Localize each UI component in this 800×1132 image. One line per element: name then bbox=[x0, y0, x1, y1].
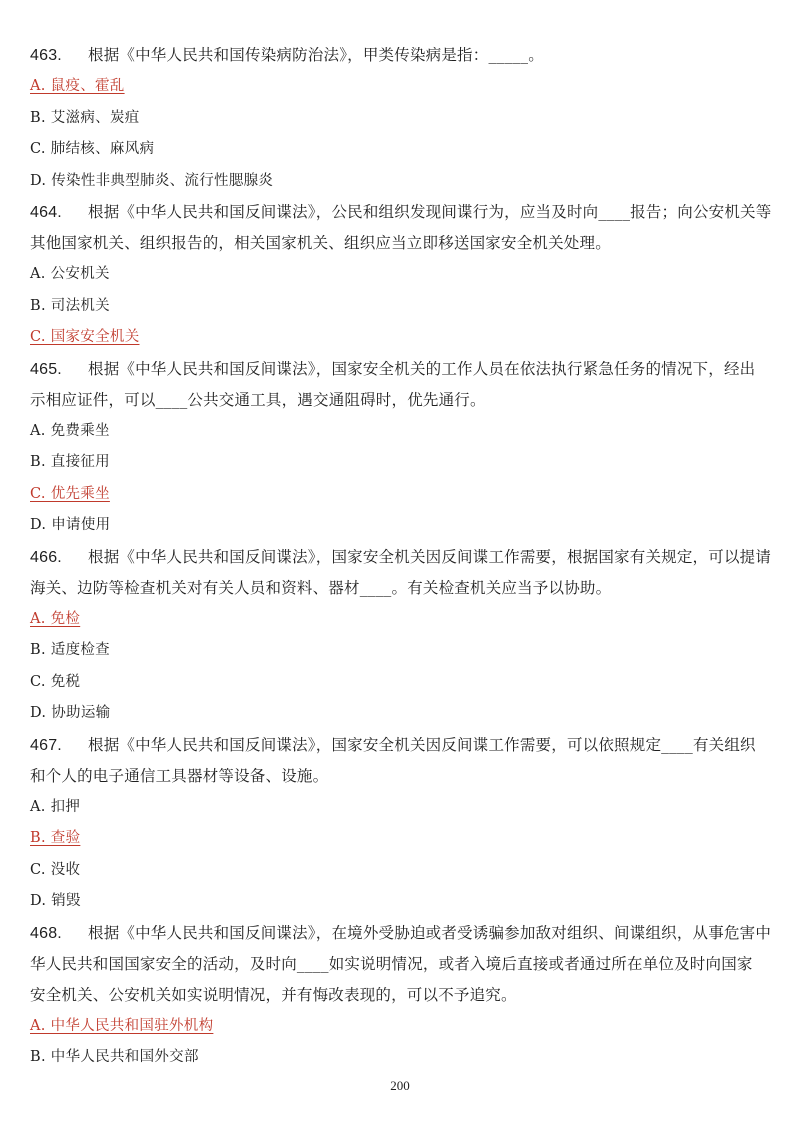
answer-option: C. 肺结核、麻风病 bbox=[30, 141, 155, 157]
question-list bbox=[30, 40, 775, 1074]
answer-option: D. 传染性非典型肺炎、流行性腮腺炎 bbox=[30, 172, 274, 189]
answer-option-correct: B. 查验 bbox=[30, 830, 81, 846]
question-stem bbox=[30, 730, 775, 792]
answer-option: D. 销毁 bbox=[30, 893, 81, 909]
answer-option: C. 免税 bbox=[30, 673, 81, 690]
question-text-line: 和个人的电子通信工具器材等设备、设施。 bbox=[30, 766, 329, 785]
question-text-line: 根据《中华人民共和国反间谍法》，国家安全机关因反间谍工作需要，根据国家有关规定，可以提请 bbox=[88, 547, 772, 566]
question-text-line: 根据《中华人民共和国反间谍法》，国家安全机关的工作人员在依法执行紧急任务的情况下，经出 bbox=[88, 359, 756, 378]
answer-option-correct: A. 免检 bbox=[30, 610, 81, 627]
answer-option: B. 司法机关 bbox=[30, 297, 110, 314]
answer-option: C. 没收 bbox=[30, 861, 81, 878]
question-stem bbox=[30, 918, 775, 1011]
question-text-line: 根据《中华人民共和国反间谍法》，在境外受胁迫或者受诱骗参加敌对组织、间谍组织，从事危害中 bbox=[88, 923, 772, 942]
answer-option-correct: C. 国家安全机关 bbox=[30, 329, 140, 345]
answer-option: D. 协助运输 bbox=[30, 705, 111, 721]
question-block bbox=[30, 40, 775, 197]
answer-option: B. 适度检查 bbox=[30, 642, 110, 658]
question-block bbox=[30, 730, 775, 918]
answer-option: B. 艾滋病、炭疽 bbox=[30, 109, 140, 126]
answer-option: A. 扣押 bbox=[30, 798, 81, 815]
question-number: 463. bbox=[30, 47, 62, 64]
answer-option: A. 公安机关 bbox=[30, 266, 110, 282]
question-block bbox=[30, 918, 775, 1074]
question-text-line: 根据《中华人民共和国反间谍法》，公民和组织发现间谍行为，应当及时向____报告；向公安机关等 bbox=[88, 203, 772, 221]
question-text-line: 安全机关、公安机关如实说明情况，并有悔改表现的，可以不予追究。 bbox=[30, 985, 517, 1004]
answer-option-correct: C. 优先乘坐 bbox=[30, 485, 110, 502]
answer-option: B. 直接征用 bbox=[30, 454, 110, 470]
answer-option: A. 免费乘坐 bbox=[30, 422, 110, 439]
question-text-line: 海关、边防等检查机关对有关人员和资料、器材____。有关检查机关应当予以协助。 bbox=[30, 578, 612, 597]
answer-option: D. 申请使用 bbox=[30, 517, 111, 533]
question-text-line: 华人民共和国国家安全的活动，及时向____如实说明情况，或者入境后直接或者通过所在单位及时向国家 bbox=[30, 954, 753, 973]
question-number: 468. bbox=[30, 924, 62, 942]
question-number: 465. bbox=[30, 360, 62, 378]
question-stem bbox=[30, 197, 775, 259]
question-text-line: 其他国家机关、组织报告的，相关国家机关、组织应当立即移送国家安全机关处理。 bbox=[30, 234, 611, 252]
page-number: 200 bbox=[390, 1078, 410, 1093]
question-block bbox=[30, 542, 775, 730]
question-number: 467. bbox=[30, 736, 62, 754]
question-stem bbox=[30, 40, 775, 71]
question-stem bbox=[30, 542, 775, 604]
question-text-line: 根据《中华人民共和国传染病防治法》，甲类传染病是指：_____。 bbox=[88, 46, 544, 64]
question-text-line: 根据《中华人民共和国反间谍法》，国家安全机关因反间谍工作需要，可以依照规定____有关组织 bbox=[88, 735, 756, 754]
question-block bbox=[30, 354, 775, 542]
question-block bbox=[30, 197, 775, 354]
question-number: 466. bbox=[30, 548, 62, 566]
answer-option-correct: A. 鼠疫、霍乱 bbox=[30, 78, 125, 94]
question-text-line: 示相应证件，可以____公共交通工具，遇交通阻碍时，优先通行。 bbox=[30, 390, 486, 409]
answer-option: B. 中华人民共和国外交部 bbox=[30, 1049, 199, 1065]
answer-option-correct: A. 中华人民共和国驻外机构 bbox=[30, 1017, 214, 1034]
question-number: 464. bbox=[30, 204, 62, 221]
question-stem bbox=[30, 354, 775, 416]
